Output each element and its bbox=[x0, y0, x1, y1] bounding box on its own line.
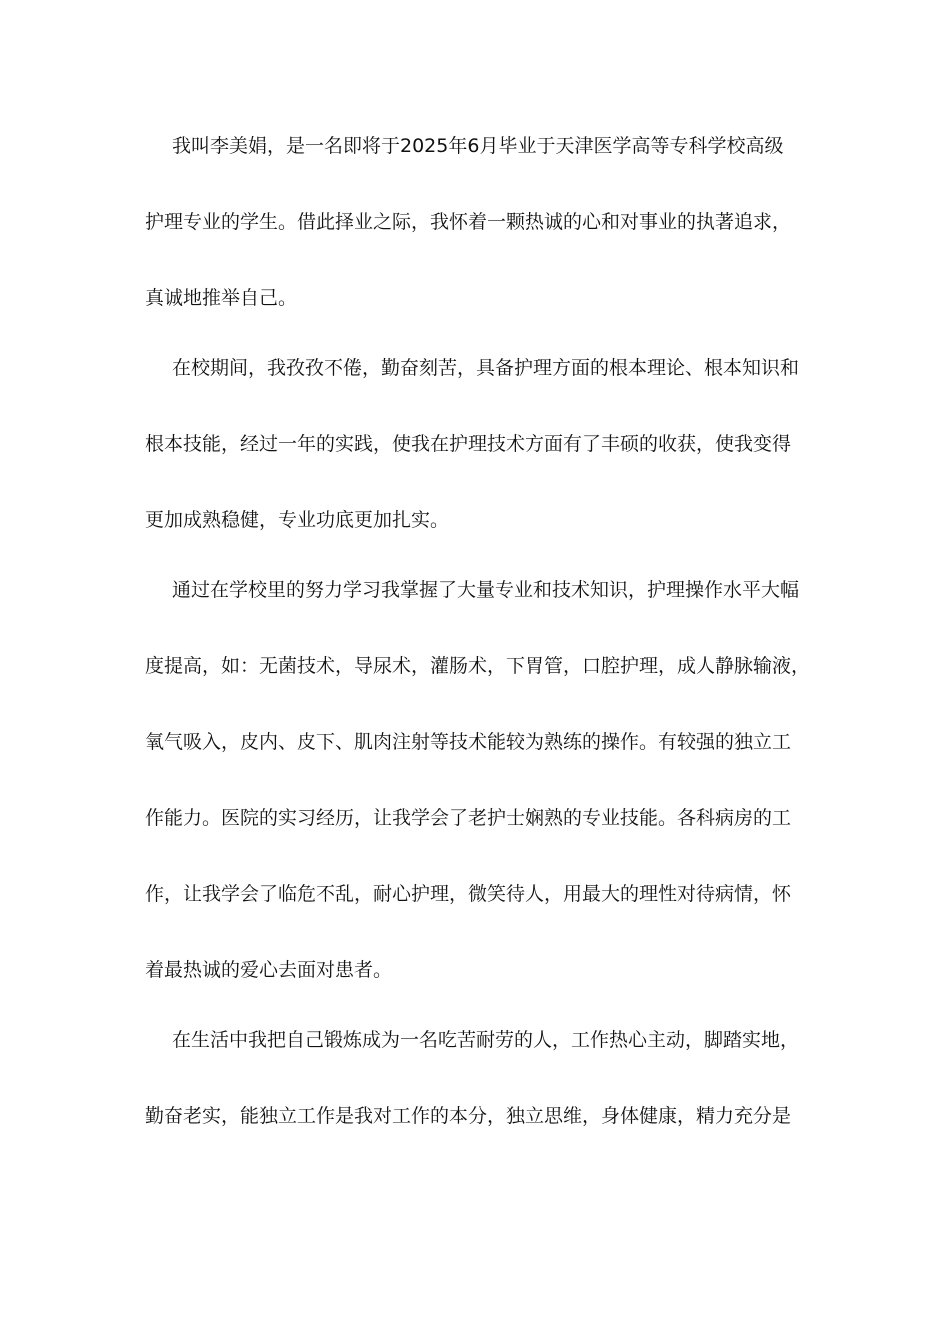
paragraph-line: 根本技能，经过一年的实践，使我在护理技术方面有了丰硕的收获，使我变得 bbox=[145, 433, 792, 455]
paragraph-line: 通过在学校里的努力学习我掌握了大量专业和技术知识，护理操作水平大幅 bbox=[172, 579, 800, 601]
paragraph-skills bbox=[145, 572, 810, 988]
paragraph-line: 在校期间，我孜孜不倦，勤奋刻苦，具备护理方面的根本理论、根本知识和 bbox=[172, 357, 800, 379]
document-body bbox=[145, 128, 810, 1134]
paragraph-line: 着最热诚的爱心去面对患者。 bbox=[145, 959, 393, 981]
paragraph-line: 勤奋老实，能独立工作是我对工作的本分，独立思维，身体健康，精力充分是 bbox=[145, 1105, 792, 1127]
paragraph-line: 更加成熟稳健，专业功底更加扎实。 bbox=[145, 509, 450, 531]
paragraph-line: 作，让我学会了临危不乱，耐心护理，微笑待人，用最大的理性对待病情，怀 bbox=[145, 883, 792, 905]
paragraph-line: 度提高，如：无菌技术，导尿术，灌肠术，下胃管，口腔护理，成人静脉输液， bbox=[145, 655, 811, 677]
paragraph-line: 在生活中我把自己锻炼成为一名吃苦耐劳的人，工作热心主动，脚踏实地， bbox=[172, 1029, 800, 1051]
paragraph-life bbox=[145, 1022, 810, 1134]
paragraph-line: 我叫李美娟，是一名即将于2025年6月毕业于天津医学高等专科学校高级 bbox=[172, 135, 784, 157]
paragraph-school bbox=[145, 350, 810, 538]
paragraph-intro bbox=[145, 128, 810, 316]
paragraph-line: 护理专业的学生。借此择业之际，我怀着一颗热诚的心和对事业的执著追求， bbox=[145, 211, 792, 233]
paragraph-line: 氧气吸入，皮内、皮下、肌肉注射等技术能较为熟练的操作。有较强的独立工 bbox=[145, 731, 792, 753]
paragraph-line: 作能力。医院的实习经历，让我学会了老护士娴熟的专业技能。各科病房的工 bbox=[145, 807, 792, 829]
paragraph-line: 真诚地推举自己。 bbox=[145, 287, 298, 309]
